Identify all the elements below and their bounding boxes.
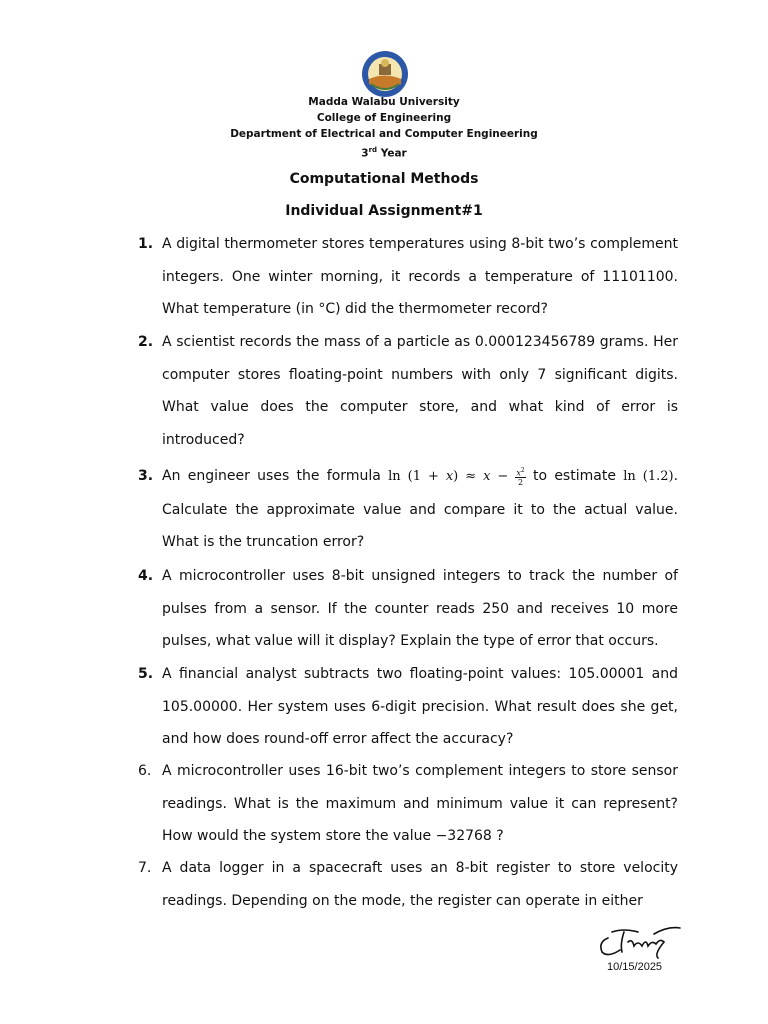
question-text: A microcontroller uses 8-bit unsigned integers to track the number of pulses from a sensor. If the counter reads 250 and receives 10 more pulses, what value will it display? Explain the type of error that occurs. <box>162 568 678 649</box>
question-number: 1. <box>138 236 154 252</box>
question-6 <box>138 755 678 853</box>
question-text: A microcontroller uses 16-bit two’s complement integers to store sensor readings. What is the maximum and minimum value it can represent? How would the system store the value −32768 ? <box>162 763 678 844</box>
formula-approximation: ln (1 + x) ≈ x − $\frac{x^2}{2}$ <box>388 466 525 488</box>
course-title: Computational Methods <box>289 171 479 187</box>
document-date: 10/15/2025 <box>607 961 663 973</box>
question-text: A financial analyst subtracts two floating-point values: 105.00001 and 105.00000. Her system uses 6-digit precision. What result does she get, and how does round-off error affect the accuracy? <box>162 666 678 747</box>
signature-icon <box>594 918 684 960</box>
university-seal-icon <box>361 50 409 98</box>
question-text: A data logger in a spacecraft uses an 8-bit register to store velocity readings. Depending on the mode, the register can operate in either <box>162 860 678 909</box>
college-name: College of Engineering <box>316 112 452 124</box>
question-number: 4. <box>138 568 154 584</box>
question-1 <box>138 228 678 326</box>
question-text: An engineer uses the formula ln (1 + x) ≈ x − $\frac{x^2}{2}$ to estimate ln (1.2). Calculate the approximate value and compare it to the actual value. What is the truncation error? <box>162 466 679 550</box>
university-name: Madda Walabu University <box>308 96 460 108</box>
question-text: A scientist records the mass of a particle as 0.000123456789 grams. Her computer stores floating-point numbers with only 7 significant digits. What value does the computer store, and what kind of error is introduced? <box>162 334 678 448</box>
formula-ln-1-2: ln (1.2) <box>623 469 674 484</box>
assignment-title: Individual Assignment#1 <box>285 203 483 219</box>
question-5 <box>138 658 678 756</box>
question-number: 7. <box>138 860 152 876</box>
department-name: Department of Electrical and Computer Engineering <box>230 128 538 140</box>
question-2 <box>138 326 678 456</box>
question-number: 2. <box>138 334 154 350</box>
document-header <box>0 94 768 162</box>
year-line: 3rd Year <box>361 146 407 160</box>
question-3 <box>138 460 678 559</box>
question-number: 3. <box>138 468 154 484</box>
question-number: 5. <box>138 666 154 682</box>
question-number: 6. <box>138 763 152 779</box>
question-text: A digital thermometer stores temperatures using 8-bit two’s complement integers. One winter morning, it records a temperature of 11101100. What temperature (in °C) did the thermometer record? <box>162 236 678 317</box>
question-4 <box>138 560 678 658</box>
question-7 <box>138 852 678 917</box>
